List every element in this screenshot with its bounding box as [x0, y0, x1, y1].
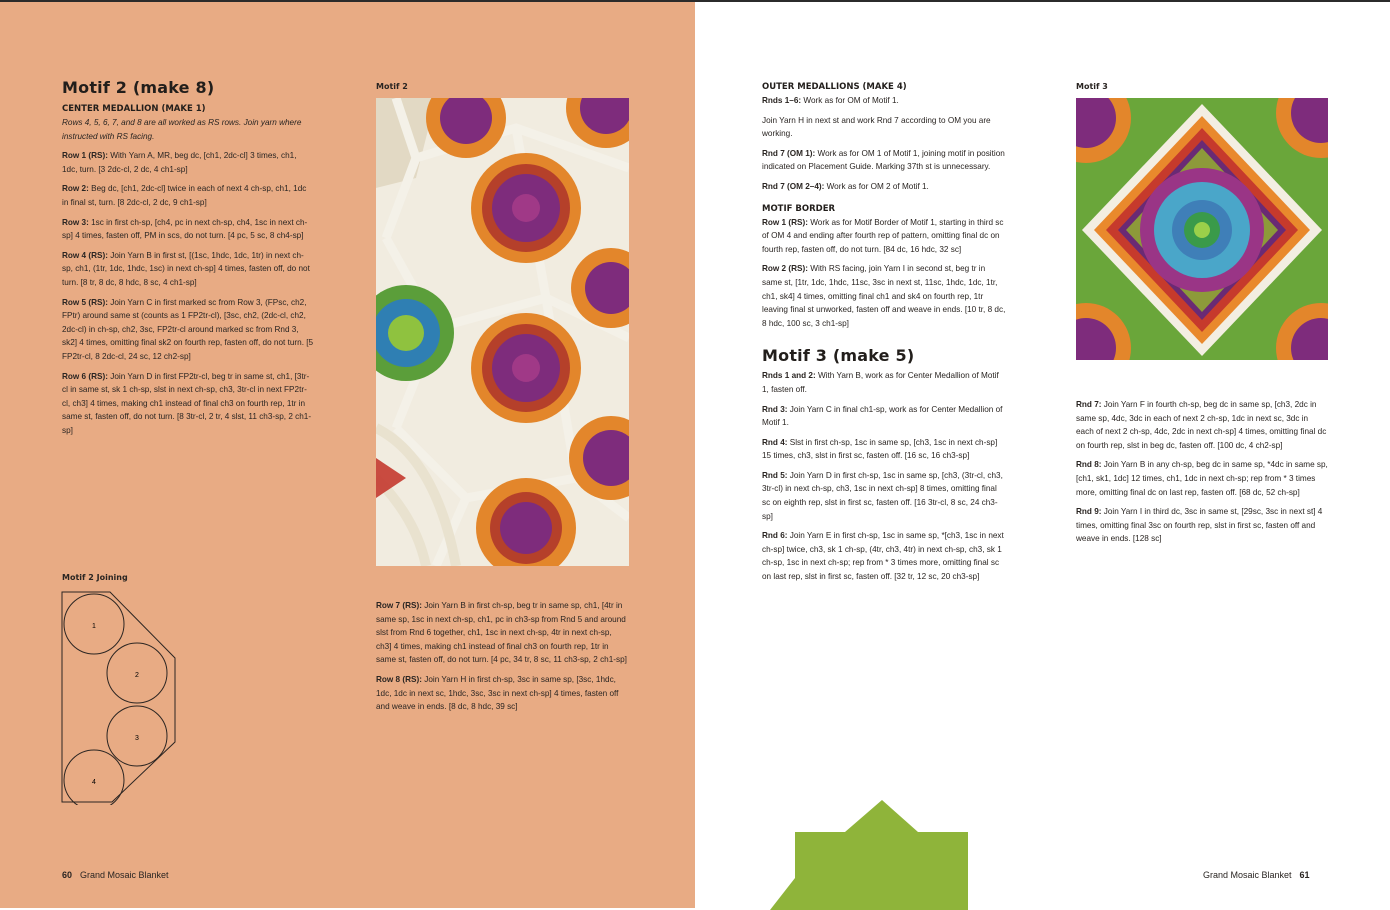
right-rnds-column [1076, 398, 1328, 552]
row-instructions [62, 149, 314, 437]
left-text-column [62, 78, 314, 443]
row-instruction-label: Row 6 (RS): [62, 371, 108, 381]
outer-instruction [762, 180, 1007, 194]
row-instruction-label: Row 1 (RS): [62, 151, 108, 161]
motif3-instruction [762, 469, 1007, 523]
right-page [695, 2, 1390, 908]
joining-caption: Motif 2 Joining [62, 573, 128, 582]
joining-label-4: 4 [92, 779, 96, 786]
rnd-instruction-label: Rnd 8: [1076, 460, 1102, 470]
motif3-instruction-label: Rnd 3: [762, 404, 788, 414]
motif3-instruction [762, 529, 1007, 583]
outer-medallions-heading: OUTER MEDALLIONS (MAKE 4) [762, 82, 907, 92]
outer-instruction [762, 114, 1007, 141]
border-instruction-label: Row 1 (RS): [762, 217, 808, 227]
intro-note: Rows 4, 5, 6, 7, and 8 are all worked as RS rows. Join yarn where instructed with RS facing. [62, 118, 302, 141]
left-footer [62, 870, 169, 880]
outer-instruction-text: Work as for OM 1 of Motif 1, joining motif in position indicated on Placement Guide. Marking 37th st is unnecessary. [762, 148, 1005, 172]
row-instruction-label: Row 8 (RS): [376, 674, 422, 684]
page-number-right: 61 [1299, 870, 1310, 880]
rnd-instruction-label: Rnd 7: [1076, 400, 1102, 409]
row-instruction-label: Row 5 (RS): [62, 297, 108, 307]
photo-caption-motif3: Motif 3 [1076, 82, 1108, 91]
border-instruction [762, 216, 1007, 257]
motif3-instruction [762, 403, 1007, 430]
footer-title-right: Grand Mosaic Blanket [1203, 870, 1292, 880]
rnd-instruction-text: Join Yarn B in any ch-sp, beg dc in same sp, *4dc in same sp, [ch1, sk1, 1dc] 12 times, ch1, 1dc in next ch-sp; rep from * 3 times more, omitting final dc on last rep, fasten off. [68 dc, 52 ch-sp] [1076, 460, 1328, 497]
motif3-instruction-label: Rnd 6: [762, 531, 788, 541]
row-instruction [62, 149, 314, 176]
motif3-instruction-text: Slst in first ch-sp, 1sc in same sp, [ch3, 1sc in next ch-sp] 15 times, ch3, slst in first sc, fasten off. [16 sc, 16 ch3-sp] [762, 437, 998, 461]
motif3-instruction-text: With Yarn B, work as for Center Medallion of Motif 1, fasten off. [762, 371, 999, 394]
center-medallion-heading: CENTER MEDALLION (MAKE 1) [62, 104, 206, 114]
row-instruction [62, 370, 314, 438]
outer-instruction-text: Work as for OM 2 of Motif 1. [824, 181, 929, 191]
motif3-instruction-text: Join Yarn D in first ch-sp, 1sc in same sp, [ch3, (3tr-cl, ch3, 3tr-cl) in next ch-sp, ch3, 1sc in next ch-sp] 8 times, omitting final sc on eighth rep, slst in first sc, fasten off. [16 3tr-cl, 8 sc, 24 ch3-sp] [762, 470, 1003, 521]
motif3-instruction-label: Rnds 1 and 2: [762, 371, 816, 381]
border-instruction-text: With RS facing, join Yarn I in second st, beg tr in same st, [1tr, 1dc, 1hdc, 11sc, 3sc in next st, 11sc, 1hdc, 1dc, 1tr, ch1, sk4] 4 times, omitting final ch1 and sk4 on fourth rep, 1tr leaving final st unworked, fasten off and weave in ends. [10 tr, 8 dc, 8 hdc, 100 sc, 3 ch1-sp] [762, 264, 1006, 328]
motif3-instruction-label: Rnd 5: [762, 470, 788, 480]
row-instruction-text: 1sc in first ch-sp, [ch4, pc in next ch-sp, ch4, 1sc in next ch-sp] 4 times, fasten off, PM in scs, do not turn. [4 pc, 5 sc, 8 ch4-sp] [62, 217, 308, 241]
row-instruction-text: Join Yarn D in first FP2tr-cl, beg tr in same st, ch1, [3tr-cl in same st, sk 1 ch-sp, slst in next ch-sp, ch3, 3tr-cl in next FP2tr-cl, ch3] 4 times, making ch1 instead of final ch3 on fourth rep, 1tr in same st, fasten off, do not turn. [8 3tr-cl, 2 tr, 4 slst, 11 ch3-sp, 2 ch1-sp] [62, 371, 312, 435]
motif3-instruction-text: Join Yarn E in first ch-sp, 1sc in same sp, *[ch3, 1sc in next ch-sp] twice, ch3, sk 1 ch-sp, (4tr, ch3, 4tr) in next ch-sp, ch3, sk 1 ch-sp, 1sc in next ch-sp; rep from * 3 times more, omitting final sc on last rep, slst in first sc, fasten off. [32 tr, 12 sc, 20 ch3-sp] [762, 531, 1004, 582]
row-instruction [62, 182, 314, 209]
joining-label-2: 2 [135, 672, 139, 679]
border-instruction-label: Row 2 (RS): [762, 264, 808, 274]
motif3-instruction [762, 436, 1007, 463]
decorative-green-star [770, 798, 970, 910]
rnd-instruction [1076, 458, 1328, 499]
rnd-instruction-label: Rnd 9: [1076, 507, 1102, 517]
border-instruction-text: Work as for Motif Border of Motif 1, starting in third sc of OM 4 and ending after fourth rep of pattern, omitting final dc on fourth rep, fasten off, do not turn. [84 dc, 16 hdc, 32 sc] [762, 217, 1004, 254]
row-instruction-text: Beg dc, [ch1, 2dc-cl] twice in each of next 4 ch-sp, ch1, 1dc in final st, turn. [8 2dc-cl, 2 dc, 9 ch1-sp] [62, 184, 307, 207]
row-instruction [62, 216, 314, 243]
rnd-instruction [1076, 398, 1328, 452]
outer-instruction-text: Work as for OM of Motif 1. [801, 96, 899, 105]
left-page [0, 2, 695, 908]
row-instruction-label: Row 4 (RS): [62, 250, 108, 260]
right-text-column [762, 82, 1007, 590]
row-instruction [62, 249, 314, 290]
page-number-left: 60 [62, 870, 73, 880]
crochet-motif3-image [1076, 98, 1328, 360]
motif3-photo [1076, 98, 1328, 360]
joining-label-3: 3 [135, 735, 139, 742]
row-instruction-text: Join Yarn H in first ch-sp, 3sc in same sp, [3sc, 1hdc, 1dc, 1dc in next sc, 1hdc, 3sc, 3sc in next ch-sp] 4 times, fasten off and weave in ends. [8 dc, 8 hdc, 39 sc] [376, 674, 619, 712]
row-instruction-text: Join Yarn B in first ch-sp, beg tr in same sp, ch1, [4tr in same sp, 1sc in next ch-sp, ch1, pc in ch3-sp from Rnd 5 and around slst from Rnd 6 together, ch1, 1sc in next ch-sp, 4tr in next ch-sp, ch3] 4 times, making ch1 instead of final ch3 on fourth rep, 1tr in same st, fasten off, do not turn. [4 pc, 34 tr, 8 sc, 11 ch3-sp, 2 ch1-sp] [376, 601, 627, 665]
row-instruction-label: Row 3: [62, 217, 89, 227]
motif2-photo [376, 98, 629, 566]
motif2-title: Motif 2 (make 8) [62, 78, 215, 97]
outer-instruction-label: Rnds 1–6: [762, 96, 802, 105]
right-footer [1203, 870, 1310, 880]
motif-border-heading: MOTIF BORDER [762, 203, 836, 214]
footer-title-left: Grand Mosaic Blanket [80, 870, 169, 880]
crochet-motif2-image [376, 98, 629, 566]
border-instruction [762, 262, 1007, 330]
rnd-instruction-text: Join Yarn I in third dc, 3sc in same st, [29sc, 3sc in next st] 4 times, omitting final 3sc on fourth rep, slst in first sc, fasten off and weave in ends. [128 sc] [1076, 507, 1323, 544]
rnd-instruction [1076, 505, 1328, 546]
motif3-instruction [762, 369, 1007, 396]
row-instruction [376, 599, 628, 667]
joining-label-1: 1 [92, 623, 96, 630]
outer-instruction [762, 94, 1007, 108]
motif3-instruction-label: Rnd 4: [762, 437, 788, 447]
photo-caption-motif2: Motif 2 [376, 82, 408, 91]
outer-instruction [762, 147, 1007, 174]
outer-instruction-text: Join Yarn H in next st and work Rnd 7 according to OM you are working. [762, 115, 991, 139]
motif3-title: Motif 3 (make 5) [762, 346, 915, 366]
outer-instruction-label: Rnd 7 (OM 2–4): [762, 181, 825, 191]
row-instruction-label: Row 7 (RS): [376, 601, 422, 610]
rnd-instruction-text: Join Yarn F in fourth ch-sp, beg dc in same sp, [ch3, 2dc in same sp, 4dc, 3dc in each of next 2 ch-sp, 1dc in next sc, 3dc in each of next 2 ch-sp, 4dc, 2dc in next ch-sp] 4 times, omitting final dc on fourth rep, slst in beg dc, fasten off. [100 dc, 4 ch2-sp] [1076, 400, 1327, 450]
row-instruction-text: With Yarn A, MR, beg dc, [ch1, 2dc-cl] 3 times, ch1, 1dc, turn. [3 2dc-cl, 2 dc, 4 ch1-sp] [62, 151, 297, 174]
row-instruction-label: Row 2: [62, 184, 89, 194]
joining-diagram [60, 590, 180, 805]
row-instruction [376, 673, 628, 714]
row-instruction [62, 296, 314, 364]
row-instruction-text: Join Yarn B in first st, [(1sc, 1hdc, 1dc, 1tr) in next ch-sp, ch1, (1tr, 1dc, 1hdc, 1sc) in next ch-sp] 4 times, fasten off, do not turn. [8 tr, 8 dc, 8 hdc, 8 sc, 4 ch1-sp] [62, 250, 310, 287]
lower-rows [376, 599, 628, 720]
outer-instruction-label: Rnd 7 (OM 1): [762, 148, 816, 158]
motif3-instruction-text: Join Yarn C in final ch1-sp, work as for Center Medallion of Motif 1. [762, 404, 1003, 428]
row-instruction-text: Join Yarn C in first marked sc from Row 3, (FPsc, ch2, FPtr) around same st (counts as 1 FP2tr-cl), [3sc, ch2, (2dc-cl, ch2, 2dc-cl) in ch-sp, ch2, 3sc, FP2tr-cl around marked sc from Rnd 3, sk2] 4 times, omitting final sk2 on fourth rep, fasten off, do not turn. [5 FP2tr-cl, 8 2dc-cl, 24 sc, 12 ch2-sp] [62, 297, 314, 361]
